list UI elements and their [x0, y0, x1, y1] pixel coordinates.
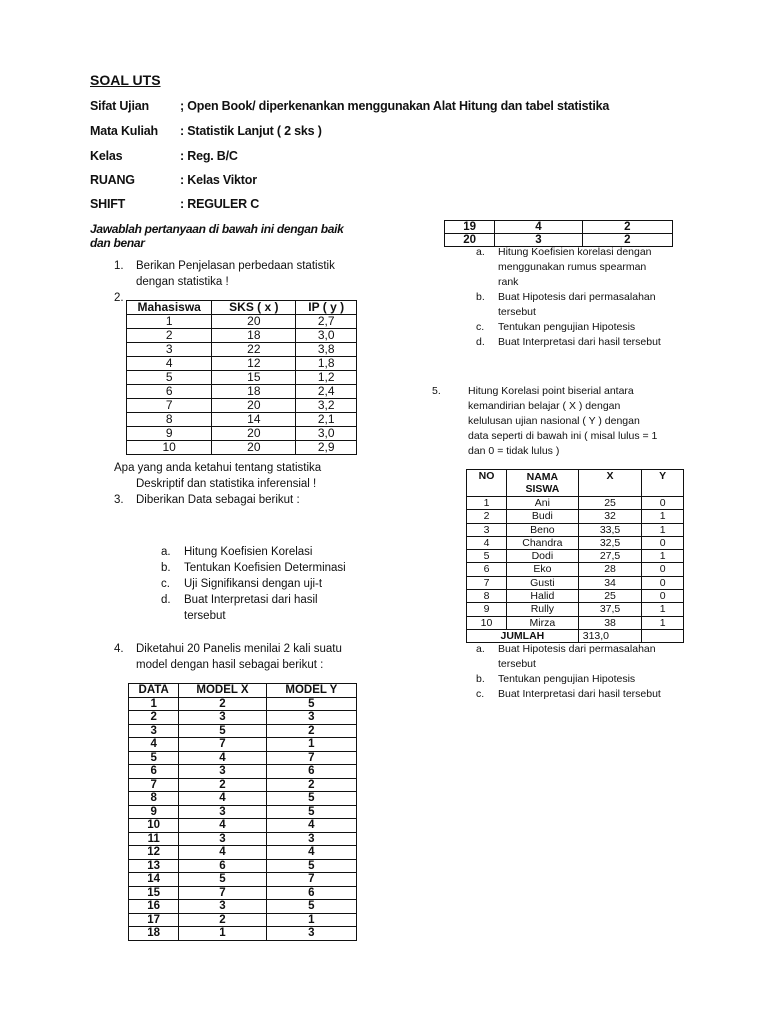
table-cell: 3,8	[296, 343, 357, 357]
info-value: : REGULER C	[180, 197, 260, 211]
list-item	[161, 608, 346, 624]
table-cell: 17	[129, 913, 179, 927]
table-cell: 2,1	[296, 413, 357, 427]
question-text-block	[468, 384, 657, 459]
item-label: c.	[161, 578, 170, 590]
table-cell: 1,8	[296, 357, 357, 371]
table-panelis-continued	[444, 220, 673, 247]
question-number: 3.	[114, 494, 124, 506]
table-cell: 7	[127, 399, 212, 413]
table-cell: Mirza	[507, 616, 579, 629]
table-cell: 3	[179, 711, 266, 725]
table-cell: Halid	[507, 590, 579, 603]
table-cell: 1	[642, 550, 684, 563]
item-label: a.	[476, 643, 485, 655]
table-row	[129, 819, 357, 833]
item-label: b.	[476, 291, 485, 303]
table-row	[127, 441, 357, 455]
table-row	[129, 900, 357, 914]
table-row	[129, 913, 357, 927]
list-item	[161, 544, 346, 560]
table-cell: 15	[129, 886, 179, 900]
column-header: SKS ( x )	[212, 301, 296, 315]
item-label: a.	[161, 546, 171, 558]
table-cell: 25	[578, 590, 642, 603]
table-cell: 7	[266, 873, 356, 887]
table-row	[467, 616, 684, 629]
list-item	[476, 687, 661, 702]
list-item	[476, 335, 661, 350]
question-text: Apa yang anda ketahui tentang statistika	[114, 462, 322, 474]
table-cell: Beno	[507, 523, 579, 536]
question-text: data seperti di bawah ini ( misal lulus = 1	[468, 430, 658, 442]
table-row	[129, 846, 357, 860]
question-number: 5.	[432, 385, 441, 397]
item-text: Hitung Koefisien korelasi dengan	[498, 246, 652, 258]
item-text: Tentukan pengujian Hipotesis	[498, 673, 636, 685]
table-cell: 7	[179, 886, 266, 900]
question-text: Diketahui 20 Panelis menilai 2 kali suatu	[136, 643, 342, 655]
item-text: Buat Hipotesis dari permasalahan	[498, 291, 656, 303]
table-cell: 1	[467, 497, 507, 510]
table-row	[127, 413, 357, 427]
column-header: DATA	[129, 684, 179, 698]
table-cell: 34	[578, 576, 642, 589]
table-cell	[642, 629, 684, 642]
table-cell: 2	[179, 697, 266, 711]
table-row	[129, 765, 357, 779]
table-cell: 18	[212, 385, 296, 399]
table-row	[129, 873, 357, 887]
column-header: X	[578, 470, 642, 497]
item-label: b.	[161, 562, 171, 574]
item-text: menggunakan rumus spearman	[498, 261, 647, 273]
table-cell: 1	[266, 913, 356, 927]
table-cell: 4	[129, 738, 179, 752]
list-item	[476, 657, 661, 672]
table-cell: 3	[129, 724, 179, 738]
info-value: ; Open Book/ diperkenankan menggunakan Alat Hitung dan tabel statistika	[180, 99, 610, 113]
table-cell: 11	[129, 832, 179, 846]
table-cell: 38	[578, 616, 642, 629]
table-row	[129, 886, 357, 900]
table-total-row	[467, 629, 684, 642]
table-sks-ip	[126, 300, 357, 455]
total-label: JUMLAH	[467, 629, 579, 642]
question-text: kelulusan ujian nasional ( Y ) dengan	[468, 415, 640, 427]
table-biserial	[466, 469, 684, 643]
item-text: Buat Interpretasi dari hasil tersebut	[498, 688, 661, 700]
table-cell: 19	[445, 221, 495, 234]
table-cell: 6	[266, 886, 356, 900]
table-cell: 5	[179, 873, 266, 887]
table-cell: 0	[642, 576, 684, 589]
table-cell: 22	[212, 343, 296, 357]
table-row	[467, 550, 684, 563]
question-text: dan 0 = tidak lulus )	[468, 445, 560, 457]
question-text: kemandirian belajar ( X ) dengan	[468, 400, 621, 412]
table-cell: 3	[127, 343, 212, 357]
table-cell: 2	[266, 778, 356, 792]
table-cell: Budi	[507, 510, 579, 523]
table-row	[127, 399, 357, 413]
table-cell: Chandra	[507, 536, 579, 549]
table-cell: 1	[129, 697, 179, 711]
question-1	[114, 258, 335, 290]
table-cell: 8	[467, 590, 507, 603]
item-text: rank	[498, 276, 519, 288]
table-cell: 5	[127, 371, 212, 385]
table-row	[129, 697, 357, 711]
question-4-items	[476, 245, 661, 350]
table-cell: 20	[445, 234, 495, 247]
list-item	[476, 320, 661, 335]
column-header: Y	[642, 470, 684, 497]
info-value: : Kelas Viktor	[180, 173, 257, 187]
table-cell: 33,5	[578, 523, 642, 536]
table-cell: 4	[179, 819, 266, 833]
table-cell: 3	[179, 765, 266, 779]
table-cell: 3	[179, 832, 266, 846]
table-cell: 4	[179, 751, 266, 765]
table-cell: 8	[127, 413, 212, 427]
item-text: tersebut	[498, 306, 536, 318]
list-item	[476, 290, 661, 305]
header-line: SISWA	[525, 483, 560, 495]
table-cell: 5	[179, 724, 266, 738]
table-header-row	[129, 684, 357, 698]
table-row	[127, 329, 357, 343]
question-text: Berikan Penjelasan perbedaan statistik	[136, 260, 335, 272]
table-cell: 5	[266, 792, 356, 806]
table-cell: 4	[266, 846, 356, 860]
table-cell: 2	[266, 724, 356, 738]
page-title: SOAL UTS	[90, 72, 161, 88]
column-header: MODEL X	[179, 684, 266, 698]
table-cell: 32,5	[578, 536, 642, 549]
question-5-items	[476, 642, 661, 702]
table-row	[129, 711, 357, 725]
column-header	[507, 470, 579, 497]
table-cell: 12	[212, 357, 296, 371]
info-label: Kelas	[90, 149, 123, 163]
question-text: model dengan hasil sebagai berikut :	[136, 659, 324, 671]
table-cell: 9	[467, 603, 507, 616]
table-cell: 4	[266, 819, 356, 833]
table-cell: 5	[266, 697, 356, 711]
table-cell: 1	[266, 738, 356, 752]
table-row	[467, 563, 684, 576]
table-row	[467, 510, 684, 523]
table-row	[129, 738, 357, 752]
table-cell: 5	[266, 859, 356, 873]
table-cell: 7	[266, 751, 356, 765]
question-text: Hitung Korelasi point biserial antara	[468, 385, 634, 397]
table-cell: 2,4	[296, 385, 357, 399]
table-header-row	[467, 470, 684, 497]
item-text: tersebut	[184, 610, 226, 622]
table-cell: 5	[129, 751, 179, 765]
table-row	[129, 724, 357, 738]
list-item	[476, 275, 661, 290]
table-cell: 9	[129, 805, 179, 819]
table-cell: 1	[642, 603, 684, 616]
header-line: NAMA	[526, 470, 559, 483]
table-cell: 1,2	[296, 371, 357, 385]
instruction	[90, 222, 344, 250]
table-cell: 2	[129, 711, 179, 725]
item-label	[161, 608, 184, 624]
item-label: d.	[161, 594, 171, 606]
table-cell: 10	[127, 441, 212, 455]
info-label: RUANG	[90, 173, 135, 187]
table-cell: 4	[127, 357, 212, 371]
table-cell: 3	[266, 832, 356, 846]
table-row	[127, 315, 357, 329]
item-label: c.	[476, 688, 485, 700]
list-item	[161, 576, 346, 592]
table-cell: 6	[179, 859, 266, 873]
table-cell: 3	[495, 234, 582, 247]
total-x: 313,0	[578, 629, 642, 642]
table-cell: 37,5	[578, 603, 642, 616]
table-cell: Ani	[507, 497, 579, 510]
item-text: tersebut	[498, 658, 536, 670]
table-cell: 18	[129, 927, 179, 941]
table-cell: 6	[266, 765, 356, 779]
table-row	[129, 778, 357, 792]
table-cell: 3	[179, 805, 266, 819]
table-cell: 7	[179, 738, 266, 752]
item-text: Buat Interpretasi dari hasil tersebut	[498, 336, 661, 348]
table-row	[127, 371, 357, 385]
info-value: : Statistik Lanjut ( 2 sks )	[180, 124, 322, 138]
table-cell: 14	[212, 413, 296, 427]
list-item	[476, 642, 661, 657]
question-number: 1.	[114, 260, 124, 272]
table-cell: 8	[129, 792, 179, 806]
table-cell: 1	[642, 616, 684, 629]
item-text: Tentukan pengujian Hipotesis	[498, 321, 636, 333]
table-row	[129, 792, 357, 806]
list-item	[476, 260, 661, 275]
table-cell: 10	[467, 616, 507, 629]
item-text: Buat Interpretasi dari hasil	[184, 594, 318, 606]
table-cell: 3,2	[296, 399, 357, 413]
table-cell: 1	[179, 927, 266, 941]
item-text: Hitung Koefisien Korelasi	[184, 546, 313, 558]
table-cell: 2	[179, 913, 266, 927]
table-row	[445, 221, 673, 234]
table-cell: 1	[127, 315, 212, 329]
list-item	[476, 305, 661, 320]
table-cell: 0	[642, 590, 684, 603]
table-row	[127, 357, 357, 371]
table-cell: 20	[212, 441, 296, 455]
table-row	[467, 536, 684, 549]
column-header: Mahasiswa	[127, 301, 212, 315]
item-label: d.	[476, 336, 485, 348]
table-cell: 14	[129, 873, 179, 887]
table-cell: Gusti	[507, 576, 579, 589]
table-cell: 2,7	[296, 315, 357, 329]
table-cell: 7	[467, 576, 507, 589]
item-label: c.	[476, 321, 485, 333]
table-cell: 4	[495, 221, 582, 234]
table-row	[129, 751, 357, 765]
table-cell: 0	[642, 536, 684, 549]
item-text: Buat Hipotesis dari permasalahan	[498, 643, 656, 655]
table-cell: 4	[179, 846, 266, 860]
table-cell: 4	[179, 792, 266, 806]
table-cell: 2,9	[296, 441, 357, 455]
list-item	[476, 245, 661, 260]
table-cell: 20	[212, 315, 296, 329]
table-cell: 15	[212, 371, 296, 385]
table-cell: 6	[467, 563, 507, 576]
table-cell: 6	[127, 385, 212, 399]
table-cell: 13	[129, 859, 179, 873]
table-row	[467, 497, 684, 510]
info-value: : Reg. B/C	[180, 149, 238, 163]
table-cell: 32	[578, 510, 642, 523]
question-number: 2.	[114, 292, 124, 304]
table-row	[467, 590, 684, 603]
table-cell: 3,0	[296, 329, 357, 343]
table-cell: 2	[582, 234, 672, 247]
question-3-items	[161, 544, 346, 624]
item-label: b.	[476, 673, 485, 685]
table-cell: 20	[212, 399, 296, 413]
table-cell: 2	[179, 778, 266, 792]
table-cell: 2	[467, 510, 507, 523]
table-row	[127, 343, 357, 357]
table-row	[127, 427, 357, 441]
instruction-line1: Jawablah pertanyaan di bawah ini dengan baik	[90, 222, 344, 236]
table-cell: 4	[467, 536, 507, 549]
question-text: dengan statistika !	[136, 276, 229, 288]
question-number: 4.	[114, 643, 124, 655]
table-row	[467, 603, 684, 616]
item-label: a.	[476, 246, 485, 258]
info-label: SHIFT	[90, 197, 126, 211]
table-cell: 3	[266, 927, 356, 941]
table-panelis	[128, 683, 357, 941]
table-row	[127, 385, 357, 399]
table-cell: 5	[266, 805, 356, 819]
column-header: NO	[467, 470, 507, 497]
list-item	[161, 592, 346, 608]
table-cell: 25	[578, 497, 642, 510]
column-header: MODEL Y	[266, 684, 356, 698]
table-row	[129, 859, 357, 873]
column-header: IP ( y )	[296, 301, 357, 315]
table-cell: 28	[578, 563, 642, 576]
table-cell: 3	[266, 711, 356, 725]
table-cell: 27,5	[578, 550, 642, 563]
table-header-row	[127, 301, 357, 315]
table-cell: 16	[129, 900, 179, 914]
table-cell: Dodi	[507, 550, 579, 563]
table-cell: 20	[212, 427, 296, 441]
table-cell: 0	[642, 497, 684, 510]
table-cell: Rully	[507, 603, 579, 616]
table-cell: 1	[642, 510, 684, 523]
table-cell: 1	[642, 523, 684, 536]
table-cell: 0	[642, 563, 684, 576]
table-cell: Eko	[507, 563, 579, 576]
question-4	[114, 641, 342, 673]
item-label	[476, 305, 498, 320]
question-text: Deskriptif dan statistika inferensial !	[136, 478, 317, 490]
item-label	[476, 260, 498, 275]
question-5	[432, 384, 657, 459]
item-label	[476, 657, 498, 672]
table-cell: 18	[212, 329, 296, 343]
list-item	[161, 560, 346, 576]
instruction-line2: dan benar	[90, 236, 145, 250]
item-text: Tentukan Koefisien Determinasi	[184, 562, 346, 574]
info-label: Mata Kuliah	[90, 124, 158, 138]
table-row	[129, 832, 357, 846]
table-cell: 12	[129, 846, 179, 860]
question-2-text	[114, 460, 321, 492]
question-text: Diberikan Data sebagai berikut :	[136, 494, 300, 506]
table-cell: 7	[129, 778, 179, 792]
table-cell: 3,0	[296, 427, 357, 441]
list-item	[476, 672, 661, 687]
table-cell: 2	[127, 329, 212, 343]
table-cell: 9	[127, 427, 212, 441]
table-row	[467, 523, 684, 536]
question-3	[114, 492, 300, 508]
table-cell: 10	[129, 819, 179, 833]
table-row	[129, 927, 357, 941]
table-cell: 5	[467, 550, 507, 563]
table-row	[467, 576, 684, 589]
item-label	[476, 275, 498, 290]
table-cell: 3	[467, 523, 507, 536]
table-row	[129, 805, 357, 819]
info-label: Sifat Ujian	[90, 99, 149, 113]
item-text: Uji Signifikansi dengan uji-t	[184, 578, 323, 590]
table-cell: 5	[266, 900, 356, 914]
table-cell: 3	[179, 900, 266, 914]
table-cell: 2	[582, 221, 672, 234]
table-cell: 6	[129, 765, 179, 779]
